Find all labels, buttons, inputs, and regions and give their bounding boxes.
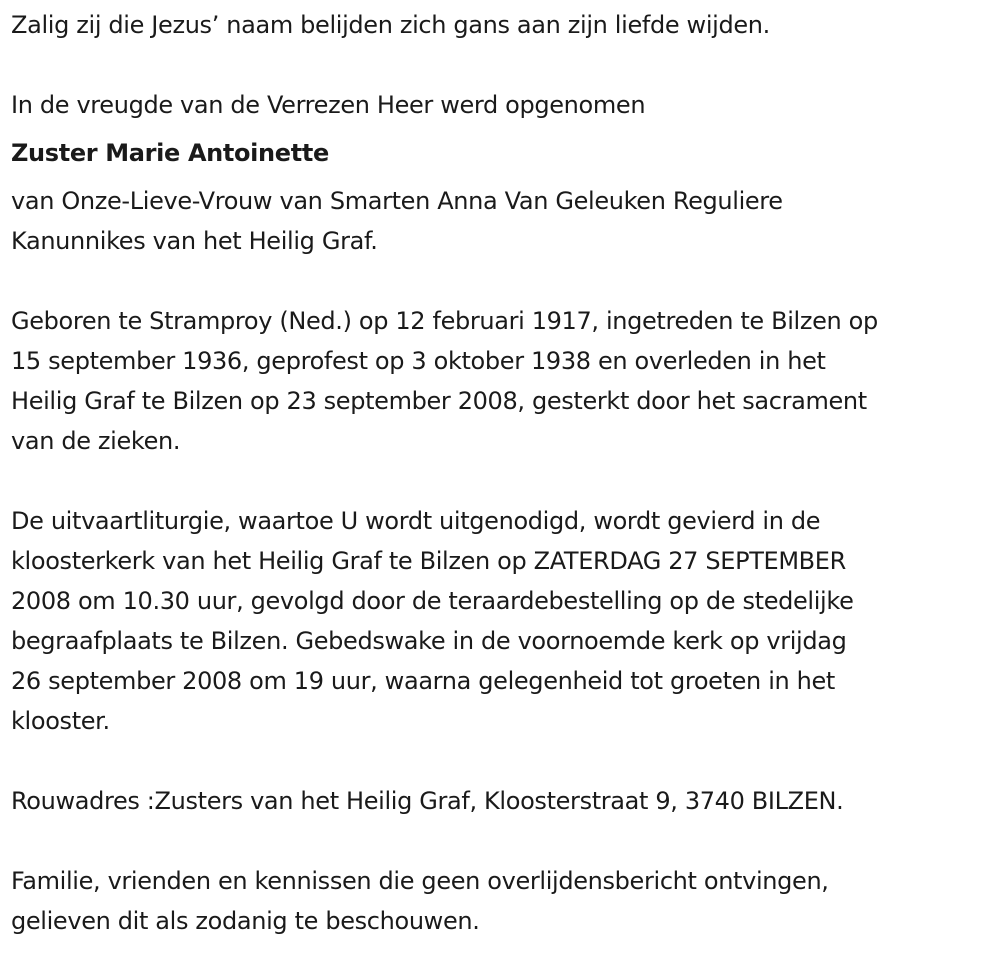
title-line: van Onze-Lieve-Vrouw van Smarten Anna Van Geleuken Reguliere: [11, 187, 783, 215]
motto-line: Zalig zij die Jezus’ naam belijden zich gans aan zijn liefde wijden.: [11, 11, 770, 39]
bio-line: Geboren te Stramproy (Ned.) op 12 februari 1917, ingetreden te Bilzen op: [11, 307, 878, 335]
bio-line: Heilig Graf te Bilzen op 23 september 2008, gesterkt door het sacrament: [11, 387, 867, 415]
intro-line: In de vreugde van de Verrezen Heer werd opgenomen: [11, 91, 646, 119]
funeral-line: 2008 om 10.30 uur, gevolgd door de teraardebestelling op de stedelijke: [11, 587, 854, 615]
funeral-line: begraafplaats te Bilzen. Gebedswake in de voornoemde kerk op vrijdag: [11, 627, 847, 655]
deceased-name: Zuster Marie Antoinette: [11, 139, 329, 167]
funeral-line: De uitvaartliturgie, waartoe U wordt uitgenodigd, wordt gevierd in de: [11, 507, 821, 535]
closing-line: gelieven dit als zodanig te beschouwen.: [11, 907, 480, 935]
title-line: Kanunnikes van het Heilig Graf.: [11, 227, 378, 255]
bio-line: van de zieken.: [11, 427, 181, 455]
mourning-address: Rouwadres :Zusters van het Heilig Graf, Kloosterstraat 9, 3740 BILZEN.: [11, 787, 844, 815]
closing-line: Familie, vrienden en kennissen die geen overlijdensbericht ontvingen,: [11, 867, 829, 895]
funeral-line: 26 september 2008 om 19 uur, waarna gelegenheid tot groeten in het: [11, 667, 835, 695]
funeral-line: kloosterkerk van het Heilig Graf te Bilzen op ZATERDAG 27 SEPTEMBER: [11, 547, 846, 575]
bio-line: 15 september 1936, geprofest op 3 oktober 1938 en overleden in het: [11, 347, 826, 375]
funeral-line: klooster.: [11, 707, 110, 735]
